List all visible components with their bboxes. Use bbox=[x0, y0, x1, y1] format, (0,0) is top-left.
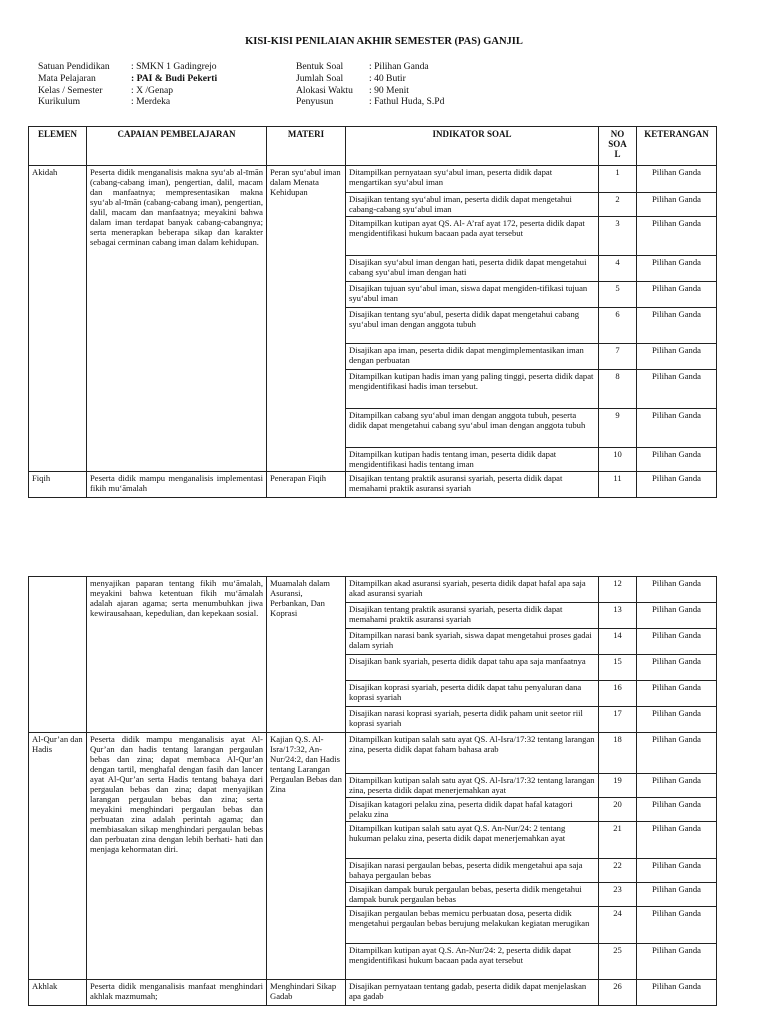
elemen-cell: Akidah bbox=[29, 166, 87, 472]
keterangan-cell: Pilihan Ganda bbox=[637, 472, 717, 498]
capaian-cell: Peserta didik mampu menganalisis implementasi fikih mu‘āmalah bbox=[87, 472, 267, 498]
keterangan-cell: Pilihan Ganda bbox=[637, 308, 717, 344]
indikator-cell: Disajikan syu‘abul iman dengan hati, peserta didik dapat mengetahui cabang syu‘abul iman dengan hati bbox=[346, 256, 599, 282]
meta-row bbox=[38, 96, 217, 108]
no-soal-cell: 1 bbox=[599, 166, 637, 193]
keterangan-cell: Pilihan Ganda bbox=[637, 655, 717, 681]
header-capaian: CAPAIAN PEMBELAJARAN bbox=[87, 127, 267, 166]
indikator-cell: Disajikan tentang praktik asuransi syariah, peserta didik dapat memahami praktik asuransi syariah bbox=[346, 472, 599, 498]
header-elemen: ELEMEN bbox=[29, 127, 87, 166]
header-no-soal: NO SOA L bbox=[599, 127, 637, 166]
keterangan-cell: Pilihan Ganda bbox=[637, 707, 717, 733]
indikator-cell: Ditampilkan kutipan hadis tentang iman, peserta didik dapat mengidentifikasi hadis tentang iman bbox=[346, 448, 599, 472]
indikator-cell: Disajikan bank syariah, peserta didik dapat tahu apa saja manfaatnya bbox=[346, 655, 599, 681]
keterangan-cell: Pilihan Ganda bbox=[637, 409, 717, 448]
no-soal-cell: 23 bbox=[599, 883, 637, 907]
keterangan-cell: Pilihan Ganda bbox=[637, 166, 717, 193]
no-soal-cell: 3 bbox=[599, 217, 637, 256]
no-soal-cell: 26 bbox=[599, 980, 637, 1006]
indikator-cell: Ditampilkan cabang syu‘abul iman dengan anggota tubuh, peserta didik dapat mengetahui cabang syu‘abul iman dengan anggota tubuh bbox=[346, 409, 599, 448]
table-row bbox=[29, 577, 717, 603]
indikator-cell: Ditampilkan akad asuransi syariah, peserta didik dapat hafal apa saja akad asuransi syariah bbox=[346, 577, 599, 603]
indikator-cell: Ditampilkan narasi bank syariah, siswa dapat mengetahui proses gadai dalam syriah bbox=[346, 629, 599, 655]
keterangan-cell: Pilihan Ganda bbox=[637, 448, 717, 472]
materi-cell: Muamalah dalam Asuransi, Perbankan, Dan Koprasi bbox=[267, 577, 346, 733]
keterangan-cell: Pilihan Ganda bbox=[637, 256, 717, 282]
indikator-cell: Ditampilkan pernyataan syu‘abul iman, peserta didik dapat mengartikan syu‘abul iman bbox=[346, 166, 599, 193]
no-soal-cell: 18 bbox=[599, 733, 637, 774]
elemen-cell: Al-Qur’an dan Hadis bbox=[29, 733, 87, 980]
keterangan-cell: Pilihan Ganda bbox=[637, 883, 717, 907]
keterangan-cell: Pilihan Ganda bbox=[637, 774, 717, 798]
indikator-cell: Disajikan pernyataan tentang gadab, peserta didik dapat menjelaskan apa gadab bbox=[346, 980, 599, 1006]
table-row bbox=[29, 472, 717, 498]
meta-right bbox=[296, 61, 444, 108]
no-soal-cell: 24 bbox=[599, 907, 637, 944]
header-materi: MATERI bbox=[267, 127, 346, 166]
capaian-cell: Peserta didik menganalisis manfaat menghindari akhlak mazmumah; bbox=[87, 980, 267, 1006]
indikator-cell: Ditampilkan kutipan salah satu ayat Q.S. An-Nur/24: 2 tentang hukuman pelaku zina, peserta didik dapat menerjemahkan ayat bbox=[346, 822, 599, 859]
keterangan-cell: Pilihan Ganda bbox=[637, 629, 717, 655]
indikator-cell: Disajikan tentang praktik asuransi syariah, peserta didik dapat memahami praktik asuransi syariah bbox=[346, 603, 599, 629]
meta-label: Kurikulum bbox=[38, 96, 81, 108]
indikator-cell: Disajikan pergaulan bebas memicu perbuatan dosa, peserta didik mengetahui pergaulan bebas berujung melakukan kegiatan merugikan bbox=[346, 907, 599, 944]
header-indikator: INDIKATOR SOAL bbox=[346, 127, 599, 166]
indikator-cell: Disajikan narasi koprasi syariah, peserta didik paham unit seetor riil koprasi syariah bbox=[346, 707, 599, 733]
keterangan-cell: Pilihan Ganda bbox=[637, 344, 717, 370]
indikator-cell: Disajikan tujuan syu‘abul iman, siswa dapat mengiden-tifikasi tujuan syu‘abul iman bbox=[346, 282, 599, 308]
indikator-cell: Disajikan tentang syu‘abul iman, peserta didik dapat mengetahui cabang-cabang syu‘abul iman bbox=[346, 193, 599, 217]
meta-label: Alokasi Waktu bbox=[296, 84, 353, 96]
elemen-cell bbox=[29, 577, 87, 733]
meta-row bbox=[38, 73, 217, 85]
no-soal-cell: 8 bbox=[599, 370, 637, 409]
no-soal-cell: 9 bbox=[599, 409, 637, 448]
no-soal-cell: 7 bbox=[599, 344, 637, 370]
no-soal-cell: 13 bbox=[599, 603, 637, 629]
meta-value: : Pilihan Ganda bbox=[369, 61, 429, 72]
indikator-cell: Ditampilkan kutipan ayat QS. Al- A’raf ayat 172, peserta didik dapat mengidentifikasi hukum bacaan pada ayat tersebut bbox=[346, 217, 599, 256]
grid-table-page-2 bbox=[28, 576, 717, 1006]
meta-value: : X /Genap bbox=[131, 84, 174, 96]
meta-label: Kelas / Semester bbox=[38, 84, 103, 96]
materi-cell: Peran syu‘abul iman dalam Menata Kehidupan bbox=[267, 166, 346, 472]
header-row bbox=[29, 127, 717, 166]
table-row bbox=[29, 166, 717, 193]
no-soal-cell: 10 bbox=[599, 448, 637, 472]
meta-label: Bentuk Soal bbox=[296, 61, 344, 72]
keterangan-cell: Pilihan Ganda bbox=[637, 907, 717, 944]
keterangan-cell: Pilihan Ganda bbox=[637, 603, 717, 629]
indikator-cell: Ditampilkan kutipan hadis iman yang paling tinggi, peserta didik dapat mengidentifikasi hadis iman tersebut. bbox=[346, 370, 599, 409]
indikator-cell: Disajikan narasi pergaulan bebas, peserta didik mengetahui apa saja bahaya pergaulan bebas bbox=[346, 859, 599, 883]
no-soal-cell: 11 bbox=[599, 472, 637, 498]
indikator-cell: Ditampilkan kutipan salah satu ayat QS. Al-Isra/17:32 tentang larangan zina, peserta didik dapat menerjemahkan ayat bbox=[346, 774, 599, 798]
grid-table-page-1 bbox=[28, 126, 717, 498]
keterangan-cell: Pilihan Ganda bbox=[637, 822, 717, 859]
meta-label: Jumlah Soal bbox=[296, 72, 344, 84]
keterangan-cell: Pilihan Ganda bbox=[637, 577, 717, 603]
indikator-cell: Disajikan tentang syu‘abul, peserta didik dapat mengetahui cabang syu‘abul iman dengan anggota tubuh bbox=[346, 308, 599, 344]
elemen-cell: Akhlak bbox=[29, 980, 87, 1006]
indikator-cell: Disajikan apa iman, peserta didik dapat mengimplementasikan iman dengan perbuatan bbox=[346, 344, 599, 370]
keterangan-cell: Pilihan Ganda bbox=[637, 798, 717, 822]
meta-label: Penyusun bbox=[296, 96, 334, 108]
table-row bbox=[29, 733, 717, 774]
indikator-cell: Disajikan dampak buruk pergaulan bebas, peserta didik mengetahui dampak buruk pergaulan bebas bbox=[346, 883, 599, 907]
meta-value: : Fathul Huda, S.Pd bbox=[369, 96, 445, 108]
no-soal-cell: 17 bbox=[599, 707, 637, 733]
materi-cell: Penerapan Fiqih bbox=[267, 472, 346, 498]
meta-value: : 40 Butir bbox=[369, 72, 406, 84]
indikator-cell: Disajikan katagori pelaku zina, peserta didik dapat hafal katagori pelaku zina bbox=[346, 798, 599, 822]
materi-cell: Kajian Q.S. Al-Isra/17:32, An-Nur/24:2, dan Hadis tentang Larangan Pergaulan Bebas dan Zina bbox=[267, 733, 346, 980]
no-soal-cell: 6 bbox=[599, 308, 637, 344]
capaian-cell: menyajikan paparan tentang fikih mu‘āmalah, meyakini bahwa ketentuan fikih mu‘āmalah adalah ajaran agama; serta menumbuhkan jiwa kewirausahaan, kepedulian, dan kepekaan sosial. bbox=[87, 577, 267, 733]
table-row bbox=[29, 980, 717, 1006]
no-soal-cell: 19 bbox=[599, 774, 637, 798]
materi-cell: Menghindari Sikap Gadab bbox=[267, 980, 346, 1006]
no-soal-cell: 5 bbox=[599, 282, 637, 308]
keterangan-cell: Pilihan Ganda bbox=[637, 681, 717, 707]
meta-row bbox=[296, 61, 444, 73]
meta-row bbox=[38, 61, 217, 73]
indikator-cell: Ditampilkan kutipan ayat Q.S. An-Nur/24: 2, peserta didik dapat mengidentifikasi hukum bacaan pada ayat tersebut bbox=[346, 944, 599, 980]
meta-left bbox=[38, 61, 217, 108]
keterangan-cell: Pilihan Ganda bbox=[637, 193, 717, 217]
keterangan-cell: Pilihan Ganda bbox=[637, 980, 717, 1006]
keterangan-cell: Pilihan Ganda bbox=[637, 282, 717, 308]
keterangan-cell: Pilihan Ganda bbox=[637, 944, 717, 980]
meta-value: : SMKN 1 Gadingrejo bbox=[131, 61, 217, 72]
meta-row bbox=[296, 85, 444, 97]
no-soal-cell: 2 bbox=[599, 193, 637, 217]
capaian-cell: Peserta didik mampu menganalisis ayat Al-Qur’an dan hadis tentang larangan pergaulan bebas dan zina; dapat membaca Al-Qur’an dengan tartil, menghafal dengan fasih dan lancer ayat Al-Qur’an serta Hadis tentang bahaya dari pergaulan bebas dan zina; dapat menyajikan larangan pergaulan bebas dan zina; serta meyakini menghindari pergaulan bebas dan perbuatan zina adalah perintah agama; dan membiasakan sikap menghindari pergaulan bebas dan perbuatan zina dengan lebih berhati- hati dan menjaga kehormatan diri. bbox=[87, 733, 267, 980]
meta-label: Mata Pelajaran bbox=[38, 72, 96, 84]
document-title: KISI-KISI PENILAIAN AKHIR SEMESTER (PAS) GANJIL bbox=[245, 36, 523, 47]
no-soal-cell: 12 bbox=[599, 577, 637, 603]
no-soal-cell: 14 bbox=[599, 629, 637, 655]
no-soal-cell: 15 bbox=[599, 655, 637, 681]
meta-row bbox=[38, 85, 217, 97]
no-soal-cell: 4 bbox=[599, 256, 637, 282]
header-keterangan: KETERANGAN bbox=[637, 127, 717, 166]
keterangan-cell: Pilihan Ganda bbox=[637, 859, 717, 883]
meta-label: Satuan Pendidikan bbox=[38, 61, 110, 72]
no-soal-cell: 20 bbox=[599, 798, 637, 822]
keterangan-cell: Pilihan Ganda bbox=[637, 370, 717, 409]
elemen-cell: Fiqih bbox=[29, 472, 87, 498]
no-soal-cell: 16 bbox=[599, 681, 637, 707]
keterangan-cell: Pilihan Ganda bbox=[637, 217, 717, 256]
meta-row bbox=[296, 73, 444, 85]
meta-row bbox=[296, 96, 444, 108]
no-soal-cell: 22 bbox=[599, 859, 637, 883]
no-soal-cell: 25 bbox=[599, 944, 637, 980]
meta-value: : PAI & Budi Pekerti bbox=[131, 72, 218, 84]
keterangan-cell: Pilihan Ganda bbox=[637, 733, 717, 774]
no-soal-cell: 21 bbox=[599, 822, 637, 859]
indikator-cell: Ditampilkan kutipan salah satu ayat QS. Al-Isra/17:32 tentang larangan zina, peserta didik dapat faham bahasa arab bbox=[346, 733, 599, 774]
meta-value: : 90 Menit bbox=[369, 84, 409, 96]
indikator-cell: Disajikan kopras‌i syariah, peserta didik dapat tahu penyaluran dana koprasi syariah bbox=[346, 681, 599, 707]
capaian-cell: Peserta didik menganalisis makna syu‘ab al-īmān (cabang-cabang iman), pengertian, dalil, macam dan manfaatnya; mempresentasikan makna syu‘ab al-īmān (cabang-cabang iman), pengertian, dalil, macam dan manfaatnya; meyakini bahwa dalam iman terdapat banyak cabang-cabangnya; serta menerapkan beberapa sikap dan karakter sebagai cerminan cabang iman dalam kehidupan. bbox=[87, 166, 267, 472]
meta-value: : Merdeka bbox=[131, 96, 171, 108]
